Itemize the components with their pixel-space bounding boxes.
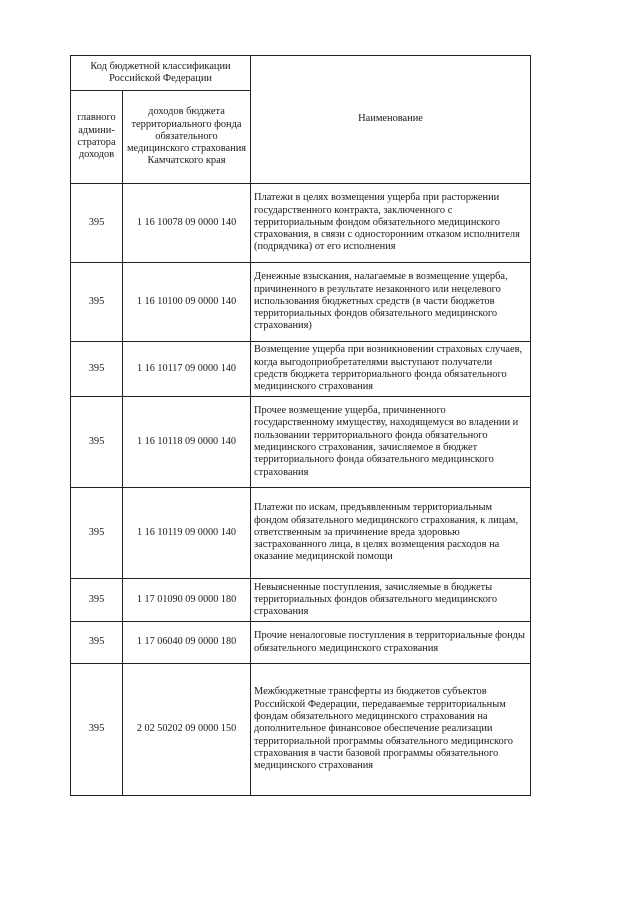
header-row-group: [71, 56, 531, 91]
income-name-cell: Межбюджетные трансферты из бюджетов субъектов Российской Федерации, передаваемые территориальным фондам обязательного медицинского страхования на дополнительное финансовое обеспечение реализации территориальной программы обязательного медицинского страхования в части базовой программы обязательного медицинского страхования: [251, 664, 531, 796]
income-name-cell: Платежи по искам, предъявленным территориальным фондом обязательного медицинского страхования, к лицам, ответственным за причинение вреда здоровью застрахованного лица, в целях возмещения расходов на оказание медицинской помощи: [251, 488, 531, 579]
admin-code-cell: 395: [71, 263, 123, 342]
income-name-cell: Прочее возмещение ущерба, причиненного государственному имуществу, находящемуся во владении и пользовании территориального фонда обязательного медицинского страхования, зачисляемое в бюджет территориального фонда обязательного медицинского страхования: [251, 397, 531, 488]
income-name-cell: Невыясненные поступления, зачисляемые в бюджеты территориальных фондов обязательного медицинского страхования: [251, 579, 531, 622]
header-admin-column: главного админи-стратора доходов: [71, 91, 123, 184]
admin-code-cell: 395: [71, 488, 123, 579]
admin-code-cell: 395: [71, 184, 123, 263]
income-name-cell: Денежные взыскания, налагаемые в возмещение ущерба, причиненного в результате незаконного или нецелевого использования бюджетных средств (в части бюджетов территориальных фондов обязательного медицинского страхования): [251, 263, 531, 342]
income-name-cell: Прочие неналоговые поступления в территориальные фонды обязательного медицинского страхования: [251, 622, 531, 664]
income-code-cell: 1 16 10118 09 0000 140: [123, 397, 251, 488]
table-row: [71, 488, 531, 579]
budget-classification-table: [70, 55, 531, 796]
income-name-cell: Возмещение ущерба при возникновении страховых случаев, когда выгодоприобретателями выступают получатели средств бюджета территориального фонда обязательного медицинского страхования: [251, 342, 531, 397]
income-code-cell: 2 02 50202 09 0000 150: [123, 664, 251, 796]
admin-code-cell: 395: [71, 342, 123, 397]
admin-code-cell: 395: [71, 579, 123, 622]
income-code-cell: 1 17 01090 09 0000 180: [123, 579, 251, 622]
document-page: [70, 55, 530, 796]
table-row: [71, 342, 531, 397]
income-code-cell: 1 16 10100 09 0000 140: [123, 263, 251, 342]
admin-code-cell: 395: [71, 397, 123, 488]
table-row: [71, 184, 531, 263]
income-code-cell: 1 17 06040 09 0000 180: [123, 622, 251, 664]
admin-code-cell: 395: [71, 664, 123, 796]
table-row: [71, 263, 531, 342]
table-row: [71, 397, 531, 488]
income-code-cell: 1 16 10117 09 0000 140: [123, 342, 251, 397]
income-code-cell: 1 16 10078 09 0000 140: [123, 184, 251, 263]
admin-code-cell: 395: [71, 622, 123, 664]
header-code-column: доходов бюджета территориального фонда обязательного медицинского страхования Камчатского края: [123, 91, 251, 184]
table-row: [71, 579, 531, 622]
income-code-cell: 1 16 10119 09 0000 140: [123, 488, 251, 579]
table-row: [71, 622, 531, 664]
header-name-column: Наименование: [251, 56, 531, 184]
header-group-title: Код бюджетной классификации Российской Федерации: [71, 56, 251, 91]
table-row: [71, 664, 531, 796]
income-name-cell: Платежи в целях возмещения ущерба при расторжении государственного контракта, заключенного с территориальным фондом обязательного медицинского страхования, в связи с односторонним отказом исполнителя (подрядчика) от его исполнения: [251, 184, 531, 263]
